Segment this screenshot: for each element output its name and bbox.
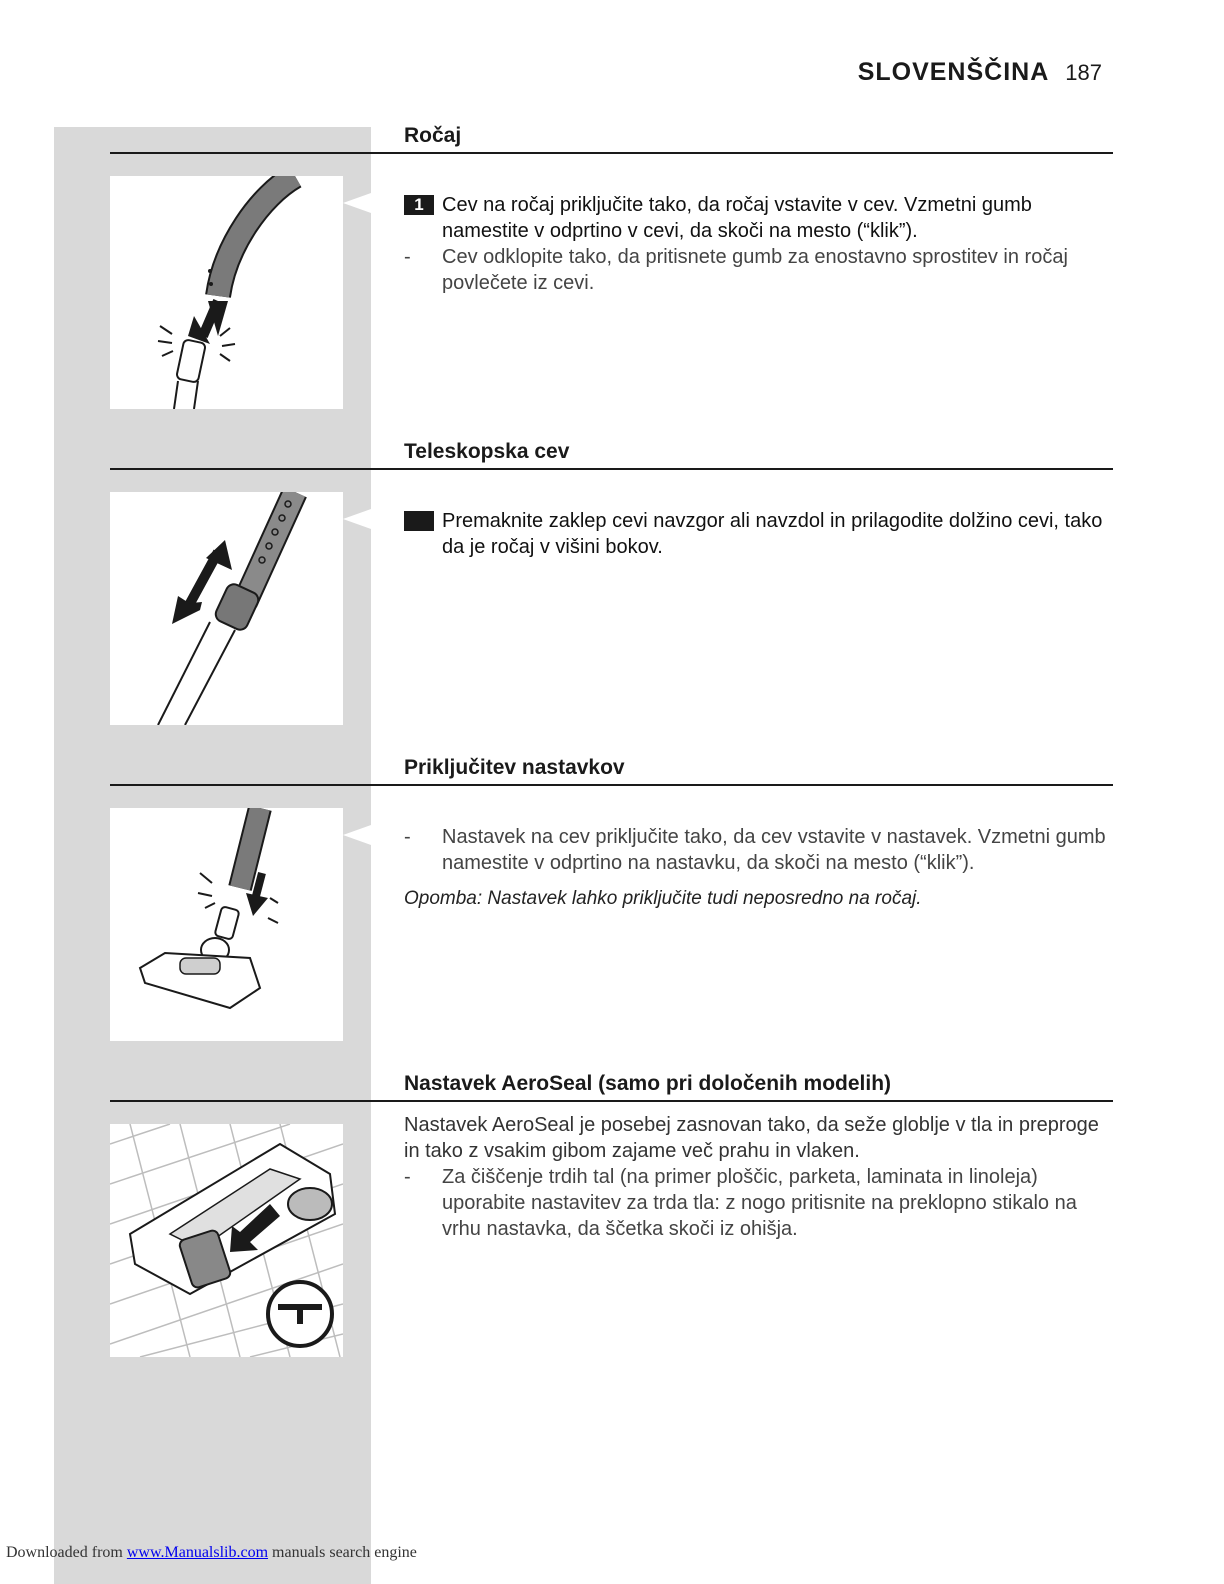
dash-marker: -	[404, 246, 411, 268]
section-body	[404, 192, 1114, 296]
step-text: Premaknite zaklep cevi navzgor ali navzdol in prilagodite dolžino cevi, tako da je ročaj v višini bokov.	[442, 510, 1103, 558]
section-divider	[110, 1100, 1113, 1102]
dash-marker: -	[404, 1166, 411, 1188]
intro-paragraph: Nastavek AeroSeal je posebej zasnovan tako, da seže globlje v tla in preproge in tako z vsakim gibom zajame več prahu in vlaken.	[404, 1114, 1099, 1162]
footer-suffix: manuals search engine	[272, 1544, 417, 1561]
section-title: Nastavek AeroSeal (samo pri določenih modelih)	[404, 1072, 892, 1095]
section-title: Priključitev nastavkov	[404, 756, 625, 779]
illustration-telescopic-tube	[110, 492, 343, 725]
bullet-text: Nastavek na cev priključite tako, da cev vstavite v nastavek. Vzmetni gumb namestite v odprtino na nastavku, da skoči na mesto (“klik”).	[442, 826, 1106, 874]
step-1	[404, 508, 1114, 560]
section-title: Teleskopska cev	[404, 440, 570, 463]
illustration-aeroseal-nozzle	[110, 1124, 343, 1357]
footer-link[interactable]: www.Manualslib.com	[126, 1544, 269, 1561]
language-title: SLOVENŠČINA	[857, 58, 1050, 86]
section-body	[404, 824, 1114, 912]
bullet-item	[404, 1164, 1114, 1242]
download-footer	[6, 1544, 417, 1562]
illustration-handle-hose	[110, 176, 343, 409]
bullet-item	[404, 244, 1114, 296]
step-text: Cev na ročaj priključite tako, da ročaj vstavite v cev. Vzmetni gumb namestite v odprtino v cevi, da skoči na mesto (“klik”).	[442, 194, 1032, 242]
dash-marker: -	[404, 826, 411, 848]
section-divider	[110, 784, 1113, 786]
step-number-badge: 1	[404, 195, 434, 215]
illustration-nozzle-connection	[110, 808, 343, 1041]
section-body	[404, 1112, 1114, 1242]
illustration-pointer	[343, 825, 371, 845]
page-header	[858, 58, 1102, 87]
bullet-text: Cev odklopite tako, da pritisnete gumb za enostavno sprostitev in ročaj povlečete iz cevi.	[442, 246, 1068, 294]
note-text: Opomba: Nastavek lahko priključite tudi neposredno na ročaj.	[404, 888, 922, 909]
bullet-item	[404, 824, 1114, 876]
illustration-pointer	[343, 509, 371, 529]
section-body	[404, 508, 1114, 560]
illustration-pointer	[343, 193, 371, 213]
section-title: Ročaj	[404, 124, 462, 147]
footer-prefix: Downloaded from	[6, 1544, 127, 1561]
bullet-text: Za čiščenje trdih tal (na primer ploščic, parketa, laminata in linoleja) uporabite nastavitev za trda tla: z nogo pritisnite na preklopno stikalo na vrhu nastavka, da ščetka skoči iz ohišja.	[442, 1166, 1077, 1240]
section-divider	[110, 152, 1113, 154]
step-number-badge	[404, 511, 434, 531]
page-number: 187	[1065, 60, 1102, 85]
section-divider	[110, 468, 1113, 470]
step-1	[404, 192, 1114, 244]
